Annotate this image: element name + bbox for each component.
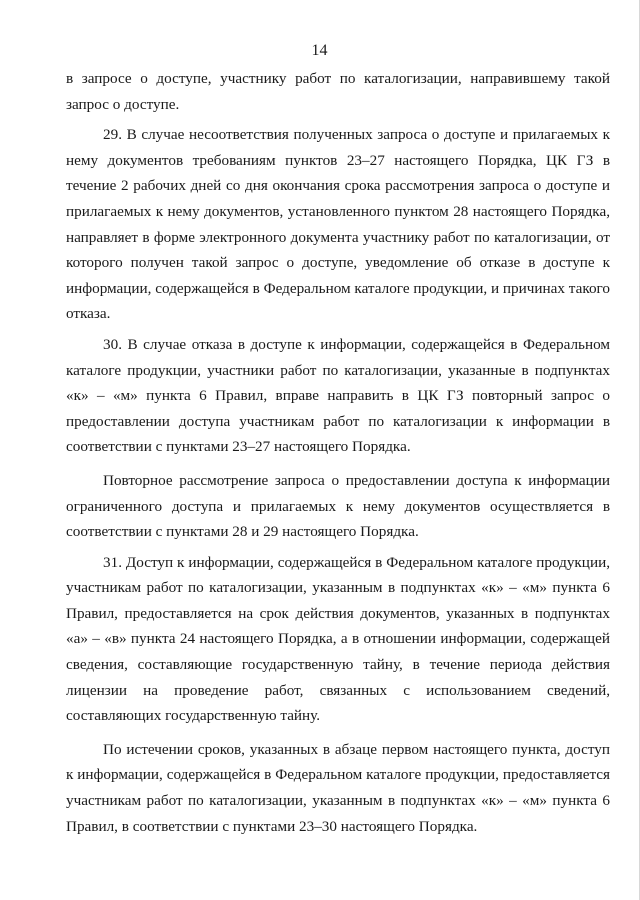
paragraph-31: 31. Доступ к информации, содержащейся в Федеральном каталоге продукции, участникам работ по каталогизации, указанным в подпунктах «к» – «м» пункта 6 Правил, предоставляется на срок действия документов, указанных в подпунктах «а» – «в» пункта 24 настоящего Порядка, а в отношении информации, содержащей сведения, составляющие государственную тайну, в течение периода действия лицензии на проведение работ, связанных с использованием сведений, составляющих государственную тайну.	[66, 553, 610, 725]
paragraph-29: 29. В случае несоответствия полученных запроса о доступе и прилагаемых к нему документов требованиям пунктов 23–27 настоящего Порядка, ЦК ГЗ в течение 2 рабочих дней со дня окончания срока рассмотрения запроса о доступе и прилагаемых к нему документов, установленного пунктом 28 настоящего Порядка, направляет в форме электронного документа участнику работ по каталогизации, от которого получен такой запрос о доступе, уведомление об отказе в доступе к информации, содержащейся в Федеральном каталоге продукции, и причинах такого отказа.	[66, 126, 610, 323]
paragraph-30: 30. В случае отказа в доступе к информации, содержащейся в Федеральном каталоге продукции, участники работ по каталогизации, указанные в подпунктах «к» – «м» пункта 6 Правил, вправе направить в ЦК ГЗ повторный запрос о предоставлении доступа участникам работ по каталогизации к информации в соответствии с пунктами 23–27 настоящего Порядка.	[66, 335, 610, 456]
page-number: 14	[311, 42, 328, 59]
paragraph-30-repeat-review: Повторное рассмотрение запроса о предоставлении доступа к информации ограниченного доступа и прилагаемых к нему документов осуществляется в соответствии с пунктами 28 и 29 настоящего Порядка.	[66, 471, 610, 541]
document-body	[66, 66, 610, 839]
paragraph-31-expiry: По истечении сроков, указанных в абзаце первом настоящего пункта, доступ к информации, содержащейся в Федеральном каталоге продукции, предоставляется участникам работ по каталогизации, указанным в подпунктах «к» – «м» пункта 6 Правил, в соответствии с пунктами 23–30 настоящего Порядка.	[66, 740, 610, 835]
paragraph-continuation: в запросе о доступе, участнику работ по каталогизации, направившему такой запрос о доступе.	[66, 70, 610, 113]
